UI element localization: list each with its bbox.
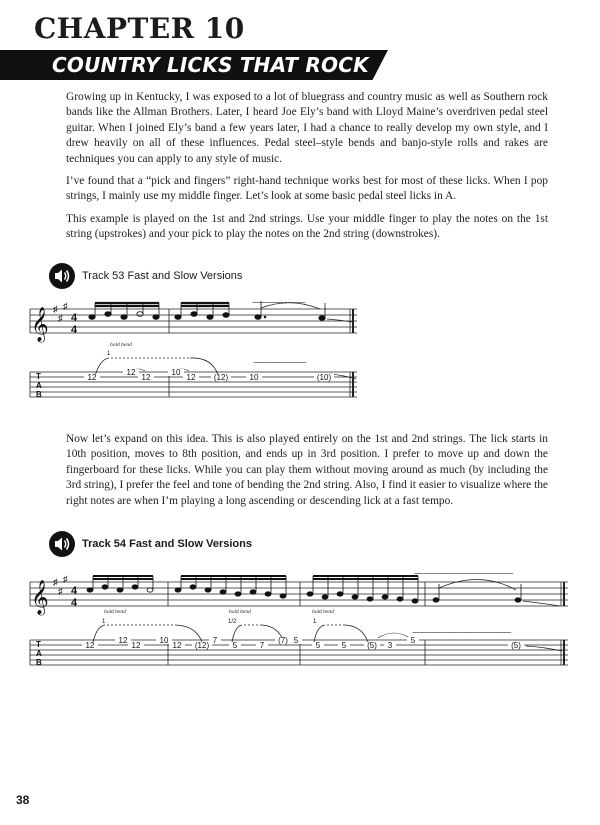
- svg-text:A: A: [36, 381, 42, 390]
- svg-text:♯: ♯: [58, 313, 63, 323]
- svg-text:♯: ♯: [58, 586, 63, 596]
- svg-text:B: B: [36, 658, 42, 667]
- tab-number: 10: [171, 368, 181, 377]
- tab-number: 5: [315, 641, 321, 650]
- tab-number: (10): [316, 373, 332, 382]
- track-54[interactable]: [48, 530, 252, 558]
- tab-number: 12: [126, 368, 136, 377]
- track-53-label: Track 53 Fast and Slow Versions: [82, 270, 243, 282]
- bend-amount: 1: [102, 619, 106, 625]
- vibrato-mark: ~~~~~~~~~~~~~~~~~~~~~~~~~~~~~~: [414, 571, 513, 578]
- bend-amount: 1: [313, 619, 317, 625]
- time-signature-top: 4: [71, 585, 78, 597]
- technique-paragraph: I’ve found that a “pick and fingers” right-hand technique works best for most of these licks. When I pop strings, I mainly use my middle finger. Let’s look at some basic pedal steel licks in A.: [66, 175, 548, 203]
- tab-number: (12): [213, 373, 229, 382]
- hold-bend-label: hold bend: [104, 609, 126, 615]
- tab-number: 12: [141, 373, 151, 382]
- example-2-staff: [30, 582, 568, 606]
- track-54-label: Track 54 Fast and Slow Versions: [82, 538, 252, 550]
- treble-clef-icon: 𝄞: [31, 308, 49, 341]
- hold-bend-label: hold bend: [110, 342, 132, 348]
- tab-number: 12: [172, 641, 182, 650]
- time-signature-bottom: 4: [71, 597, 78, 609]
- tab-clef: [36, 372, 42, 399]
- svg-text:♯: ♯: [53, 577, 58, 587]
- time-signature-top: 4: [71, 312, 78, 324]
- key-signature: [53, 301, 68, 323]
- example-1-notation: [0, 295, 600, 410]
- tab-number: 12: [186, 373, 196, 382]
- intro-paragraph: Growing up in Kentucky, I was exposed to a lot of bluegrass and country music as well as Southern rock bands like the Allman Brothers. Later, I heard Joe Ely’s band with Lloyd Maine’s overdriven pedal steel guitar. When I joined Ely’s band a few years later, I had a chance to really develop my own style, and I drew heavily on all of these influences. Pedal steel–style bends and banjo-style rolls and rakes are techniques you can apply to any style of music.: [66, 91, 548, 165]
- tab-number: 10: [249, 373, 259, 382]
- svg-text:B: B: [36, 390, 42, 399]
- example-2-tab-numbers: [82, 636, 524, 650]
- time-signature-bottom: 4: [71, 324, 78, 336]
- track-53[interactable]: [48, 262, 242, 290]
- svg-text:T: T: [36, 372, 41, 381]
- chapter-title: COUNTRY LICKS THAT ROCK: [52, 53, 369, 77]
- bend-amount: 1/2: [228, 619, 237, 625]
- example-2-notes: [87, 576, 521, 603]
- tab-number: 7: [212, 636, 218, 645]
- tab-number: (5): [367, 641, 377, 650]
- tab-number: (12): [194, 641, 210, 650]
- svg-text:♯: ♯: [63, 574, 68, 584]
- chapter-label: CHAPTER 10: [34, 12, 245, 45]
- tab-number: 5: [410, 636, 416, 645]
- bend-amount: 1: [107, 351, 111, 357]
- tab-number: 12: [131, 641, 141, 650]
- example-2-paragraph: Now let’s expand on this idea. This is also played entirely on the 1st and 2nd strings. The lick starts in 10th position, moves to 8th position, and ends up in 3rd position. I prefer to move up and down the fingerboard for these licks. While you can play them without moving around as much (by including the 3rd string), I prefer the feel and tone of bending the 2nd string. Also, I find it easier to visualize where the right notes are when I’m playing a long ascending or descending lick at a fast tempo.: [66, 433, 548, 507]
- tab-number: (7): [278, 636, 288, 645]
- example-2-notation: [0, 562, 600, 677]
- vibrato-mark: ~~~~~~~~~~~~~~~~~~~~~~~~~~~~~~: [412, 630, 511, 637]
- tab-number: 5: [293, 636, 299, 645]
- hold-bend-label: hold bend: [229, 609, 251, 615]
- speaker-icon: [48, 262, 76, 290]
- tab-number: 5: [341, 641, 347, 650]
- tab-number: 12: [118, 636, 128, 645]
- key-signature: [53, 574, 68, 596]
- tab-number: 12: [87, 373, 97, 382]
- speaker-icon: [48, 530, 76, 558]
- tab-number: 5: [232, 641, 238, 650]
- vibrato-mark: ~~~~~~~~~~~~~~~~: [253, 360, 306, 367]
- example-1-paragraph: This example is played on the 1st and 2nd strings. Use your middle finger to play the notes on the 1st string (upstrokes) and your pick to play the notes on the 2nd string (downstrokes).: [66, 213, 548, 241]
- svg-text:T: T: [36, 640, 41, 649]
- svg-text:♯: ♯: [53, 304, 58, 314]
- example-1-tab-numbers: [84, 368, 334, 382]
- tab-number: (5): [511, 641, 521, 650]
- page-number: 38: [16, 793, 30, 807]
- tab-number: 12: [85, 641, 95, 650]
- tab-number: 3: [387, 641, 393, 650]
- svg-text:A: A: [36, 649, 42, 658]
- treble-clef-icon: 𝄞: [31, 581, 49, 614]
- hold-bend-label: hold bend: [312, 609, 334, 615]
- tab-clef: [36, 640, 42, 667]
- tab-number: 10: [159, 636, 169, 645]
- vibrato-mark: ~~~~~~~~~~~~~~~~: [252, 300, 305, 307]
- svg-text:♯: ♯: [63, 301, 68, 311]
- tab-number: 7: [259, 641, 265, 650]
